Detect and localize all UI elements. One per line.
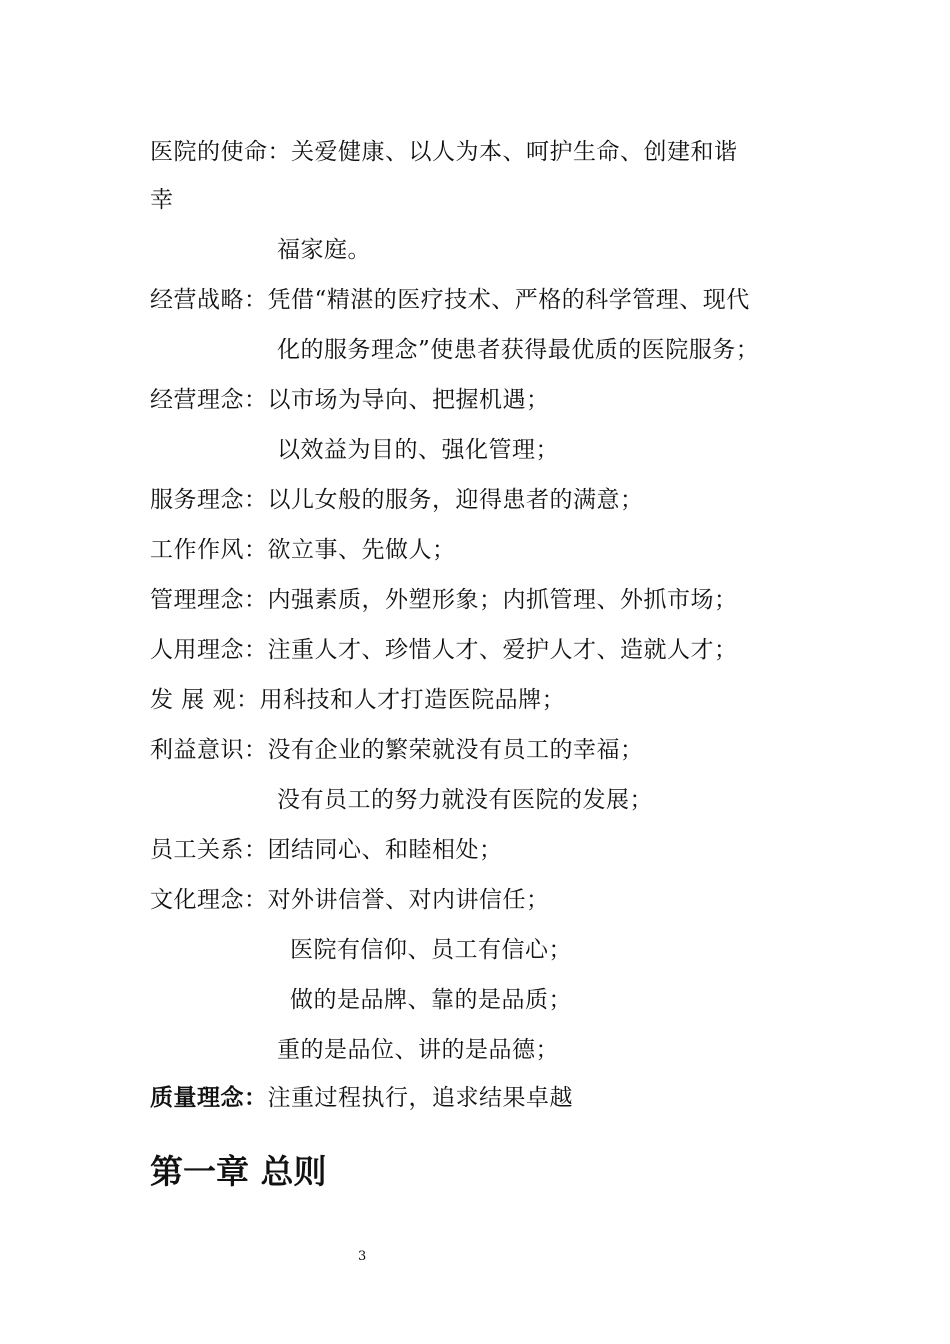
chapter-heading: 第一章 总则 bbox=[150, 1152, 327, 1191]
quality-line bbox=[150, 1083, 573, 1113]
text-line: 重的是品位、讲的是品德； bbox=[277, 1037, 559, 1063]
text-line: 利益意识：没有企业的繁荣就没有员工的幸福； bbox=[150, 737, 644, 763]
text-line: 工作作风：欲立事、先做人； bbox=[150, 537, 456, 563]
text-line: 做的是品牌、靠的是品质； bbox=[290, 987, 572, 1013]
text-line: 服务理念：以儿女般的服务，迎得患者的满意； bbox=[150, 487, 644, 513]
text-line: 幸 bbox=[150, 187, 174, 213]
text-line: 经营理念：以市场为导向、把握机遇； bbox=[150, 387, 550, 413]
text-line: 发 展 观：用科技和人才打造医院品牌； bbox=[150, 687, 566, 713]
text-line: 医院的使命：关爱健康、以人为本、呵护生命、创建和谐 bbox=[150, 139, 738, 165]
text-line: 化的服务理念”使患者获得最优质的医院服务； bbox=[277, 337, 760, 363]
quality-label: 质量理念： bbox=[150, 1084, 268, 1111]
text-line: 管理理念：内强素质，外塑形象；内抓管理、外抓市场； bbox=[150, 587, 738, 613]
quality-text: 注重过程执行，追求结果卓越 bbox=[267, 1085, 573, 1111]
text-line: 以效益为目的、强化管理； bbox=[277, 437, 559, 463]
text-line: 人用理念：注重人才、珍惜人才、爱护人才、造就人才； bbox=[150, 637, 738, 663]
page-number: 3 bbox=[358, 1249, 367, 1264]
text-line: 医院有信仰、员工有信心； bbox=[290, 937, 572, 963]
text-line: 经营战略：凭借“精湛的医疗技术、严格的科学管理、现代 bbox=[150, 287, 750, 313]
text-line: 员工关系：团结同心、和睦相处； bbox=[150, 837, 503, 863]
text-line: 没有员工的努力就没有医院的发展； bbox=[277, 787, 653, 813]
text-line: 文化理念：对外讲信誉、对内讲信任； bbox=[150, 887, 550, 913]
text-line: 福家庭。 bbox=[277, 237, 371, 263]
